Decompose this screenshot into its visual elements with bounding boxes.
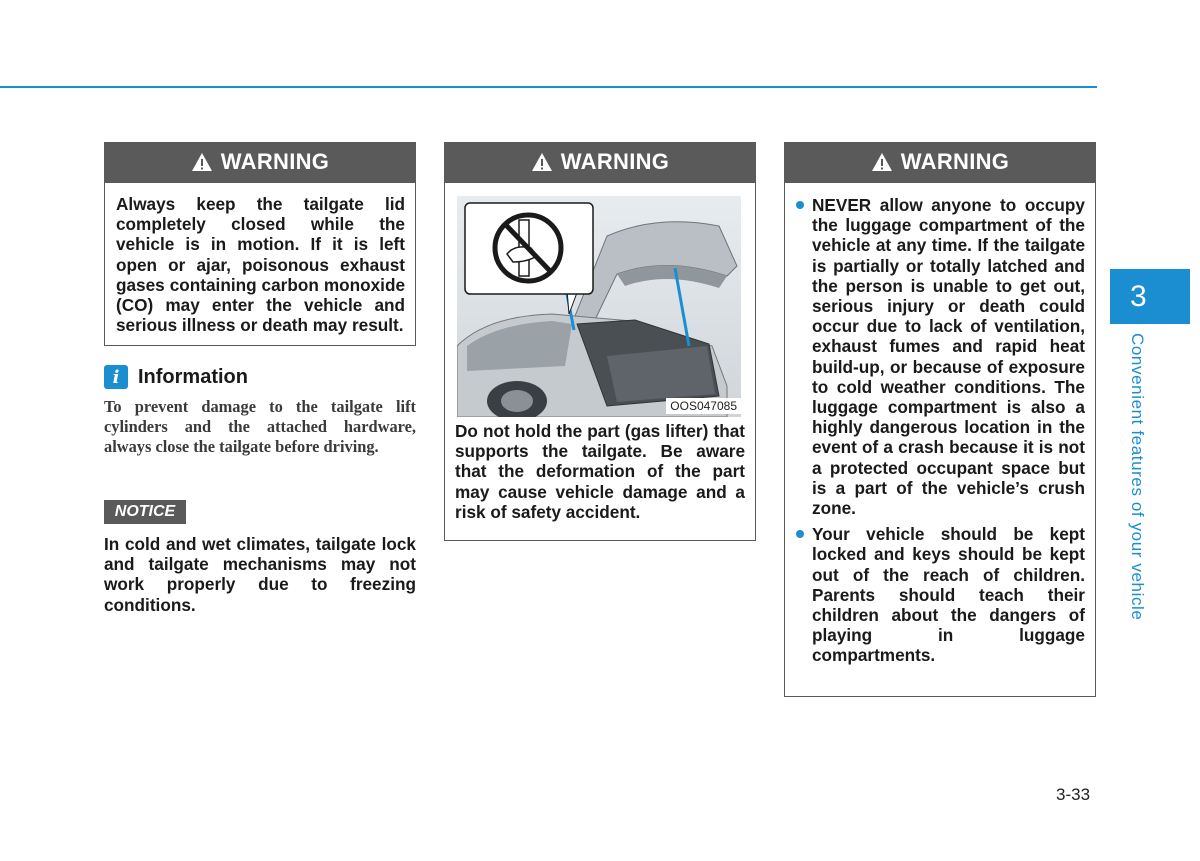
- warning-label: WARNING: [220, 149, 330, 174]
- warning-label: WARNING: [560, 149, 670, 174]
- information-text: To prevent damage to the tailgate lift cylinders and the attached hardware, always close the tailgate before driving.: [104, 397, 416, 457]
- chapter-tab: 3: [1110, 269, 1190, 324]
- warning-header-2: [444, 142, 756, 182]
- information-heading: [104, 365, 248, 389]
- top-rule: [0, 86, 1097, 88]
- warning-box-1: [104, 182, 416, 346]
- warning-header-1: [104, 142, 416, 182]
- warning-header-3: [784, 142, 1096, 182]
- page-number: 3-33: [1056, 785, 1091, 804]
- warning-text-1: Always keep the tailgate lid completely closed while the vehicle is in motion. If it is left open or ajar, poisonous exhaust gases containing carbon monoxide (CO) may enter the vehicle and serious illness or death may result.: [116, 194, 405, 336]
- warning-bullet-list: [795, 195, 1085, 666]
- warning-triangle-icon: [531, 152, 553, 172]
- warning-triangle-icon: [871, 152, 893, 172]
- warning-text-2: Do not hold the part (gas lifter) that supports the tailgate. Be aware that the deformation of the part may cause vehicle damage and a risk of safety accident.: [455, 421, 745, 522]
- car-tailgate-drawing: [457, 196, 741, 417]
- information-icon: i: [104, 365, 128, 389]
- list-item: NEVER allow anyone to occupy the luggage compartment of the vehicle at any time. If the tailgate is partially or totally latched and the person is unable to get out, serious injury or death could occur due to lack of ventilation, exhaust fumes and rapid heat build-up, or because of exposure to cold weather conditions. The luggage compartment is also a highly dangerous location in the event of a crash because it is not a protected occupant space but is a part of the vehicle’s crush zone.: [795, 195, 1085, 518]
- figure-code: OOS047085: [666, 398, 741, 414]
- warning-box-3: [784, 182, 1096, 697]
- notice-badge: NOTICE: [104, 500, 186, 524]
- warning-label: WARNING: [900, 149, 1010, 174]
- tailgate-illustration: [457, 196, 741, 417]
- information-title: Information: [138, 365, 248, 388]
- warning-triangle-icon: [191, 152, 213, 172]
- notice-text: In cold and wet climates, tailgate lock and tailgate mechanisms may not work properly due to freezing conditions.: [104, 534, 416, 615]
- list-item: Your vehicle should be kept locked and keys should be kept out of the reach of children. Parents should teach their children about the dangers of playing in luggage compartments.: [795, 524, 1085, 665]
- chapter-side-title: Convenient features of your vehicle: [1128, 333, 1147, 621]
